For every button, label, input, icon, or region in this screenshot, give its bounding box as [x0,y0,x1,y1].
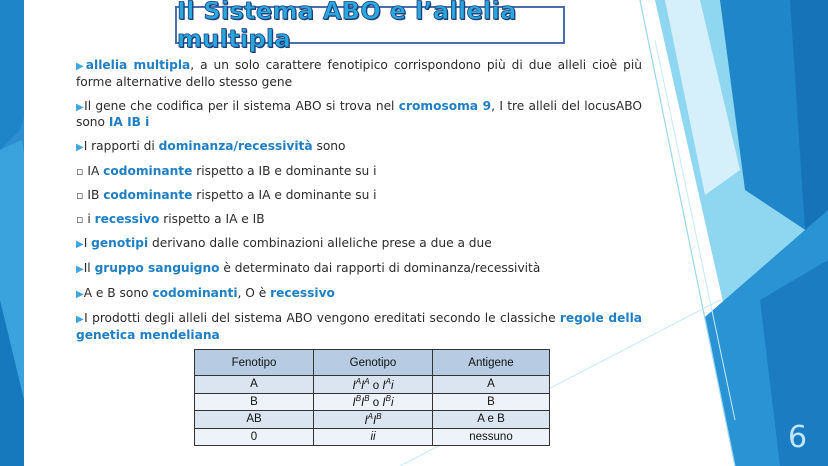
paragraph-text: rispetto a IB e dominante su i [192,164,377,178]
paragraph-text: rispetto a IA e IB [159,212,265,226]
genotype-symbol: I [361,397,365,410]
square-bullet-icon: ▫ [76,213,84,226]
genotype-symbol: i [390,397,394,410]
paragraph-text: Il [83,261,95,275]
bullet-paragraph [76,58,642,90]
cell-antigene: B [433,393,550,411]
bullet-paragraph [76,212,642,228]
genotype-symbol: ii [370,430,376,443]
cell-fenotipo: A [195,376,314,394]
genotype-symbol: I [364,414,368,427]
allele-superscript: A [364,376,370,386]
table-row [195,393,550,411]
genotype-symbol: o [369,397,383,410]
slide-title-box [175,0,565,53]
allele-superscript: A [355,376,362,386]
highlighted-term: allelia multipla [85,58,191,72]
paragraph-text: rispetto a IA e dominante su i [192,188,377,202]
page-number: 6 [788,420,808,455]
slide-title: Il Sistema ABO e l’allelia multipla [177,0,517,53]
cell-genotipo [314,376,433,394]
paragraph-text: Il gene che codifica per il sistema ABO si trova nel [84,98,399,113]
paragraph-text: sono [312,139,346,153]
triangle-bullet-icon: ▶ [76,289,84,300]
allele-superscript: B [376,411,382,421]
abo-table [194,349,550,446]
allele-superscript: A [385,376,391,386]
paragraph-text: IA [87,164,104,178]
table-header-row [195,350,550,376]
cell-fenotipo: 0 [195,428,314,446]
triangle-bullet-icon: ▶ [76,239,84,250]
bullet-paragraph [76,139,642,156]
square-bullet-icon: ▫ [76,165,84,178]
genotype-symbol: i [390,379,394,392]
genotype-symbol: I [352,397,356,410]
bullet-paragraph [76,99,642,131]
cell-antigene: A [433,376,550,394]
allele-superscript: A [367,411,373,421]
highlighted-term: IA IB i [108,115,150,129]
highlighted-term: regole della genetica mendeliana [76,311,642,342]
allele-superscript: B [364,394,370,404]
cell-antigene: nessuno [433,428,550,446]
paragraph-text: i [87,212,95,226]
paragraph-text: A e B sono [83,286,153,300]
bullet-paragraph [76,236,642,253]
cell-genotipo [314,393,433,411]
bullet-list [76,58,642,352]
genotype-symbol: I [352,379,356,392]
cell-fenotipo: AB [195,411,314,429]
table-row [195,376,550,394]
bullet-paragraph [76,188,642,204]
genotype-symbol: I [382,397,386,410]
genotype-symbol: I [382,379,386,392]
highlighted-term: gruppo sanguigno [94,261,220,275]
genotype-symbol: o [369,379,383,392]
table-header-antigene: Antigene [433,350,550,376]
highlighted-term: codominanti [152,286,238,300]
cell-genotipo [314,428,433,446]
highlighted-term: cromosoma 9 [398,98,492,113]
paragraph-text: IB [87,188,104,202]
table-row [195,411,550,429]
highlighted-term: genotipi [91,236,149,250]
table-header-genotipo: Genotipo [314,350,433,376]
bullet-paragraph [76,286,642,303]
allele-superscript: B [385,394,391,404]
highlighted-term: recessivo [270,286,335,300]
paragraph-text: I rapporti di [83,139,159,153]
bullet-paragraph [76,261,642,278]
paragraph-text: , O è [237,286,271,300]
paragraph-text: è determinato dai rapporti di dominanza/recessività [219,261,541,275]
table-row [195,428,550,446]
highlighted-term: codominante [103,164,193,178]
highlighted-term: codominante [103,188,193,202]
triangle-bullet-icon: ▶ [76,61,86,72]
paragraph-text: , I tre alleli del locusABO sono [76,98,642,129]
triangle-bullet-icon: ▶ [76,264,84,275]
triangle-bullet-icon: ▶ [76,314,85,325]
triangle-bullet-icon: ▶ [76,142,84,153]
paragraph-text: I prodotti degli alleli del sistema ABO vengono ereditati secondo le classiche [84,311,560,325]
cell-fenotipo: B [195,393,314,411]
table-header-fenotipo: Fenotipo [195,350,314,376]
paragraph-text: derivano dalle combinazioni alleliche prese a due a due [148,236,492,250]
genotype-symbol: I [361,379,365,392]
paragraph-text: I [83,236,92,250]
triangle-bullet-icon: ▶ [76,101,85,113]
cell-antigene: A e B [433,411,550,429]
paragraph-text: , a un solo carattere fenotipico corrispondono più di due alleli cioè più forme alternative dello stesso gene [76,58,642,89]
highlighted-term: dominanza/recessività [158,139,313,153]
bullet-paragraph [76,311,642,343]
cell-genotipo [314,411,433,429]
highlighted-term: recessivo [94,212,160,226]
bullet-paragraph [76,164,642,180]
genotype-symbol: I [373,414,377,427]
square-bullet-icon: ▫ [76,189,84,202]
allele-superscript: B [355,394,362,404]
